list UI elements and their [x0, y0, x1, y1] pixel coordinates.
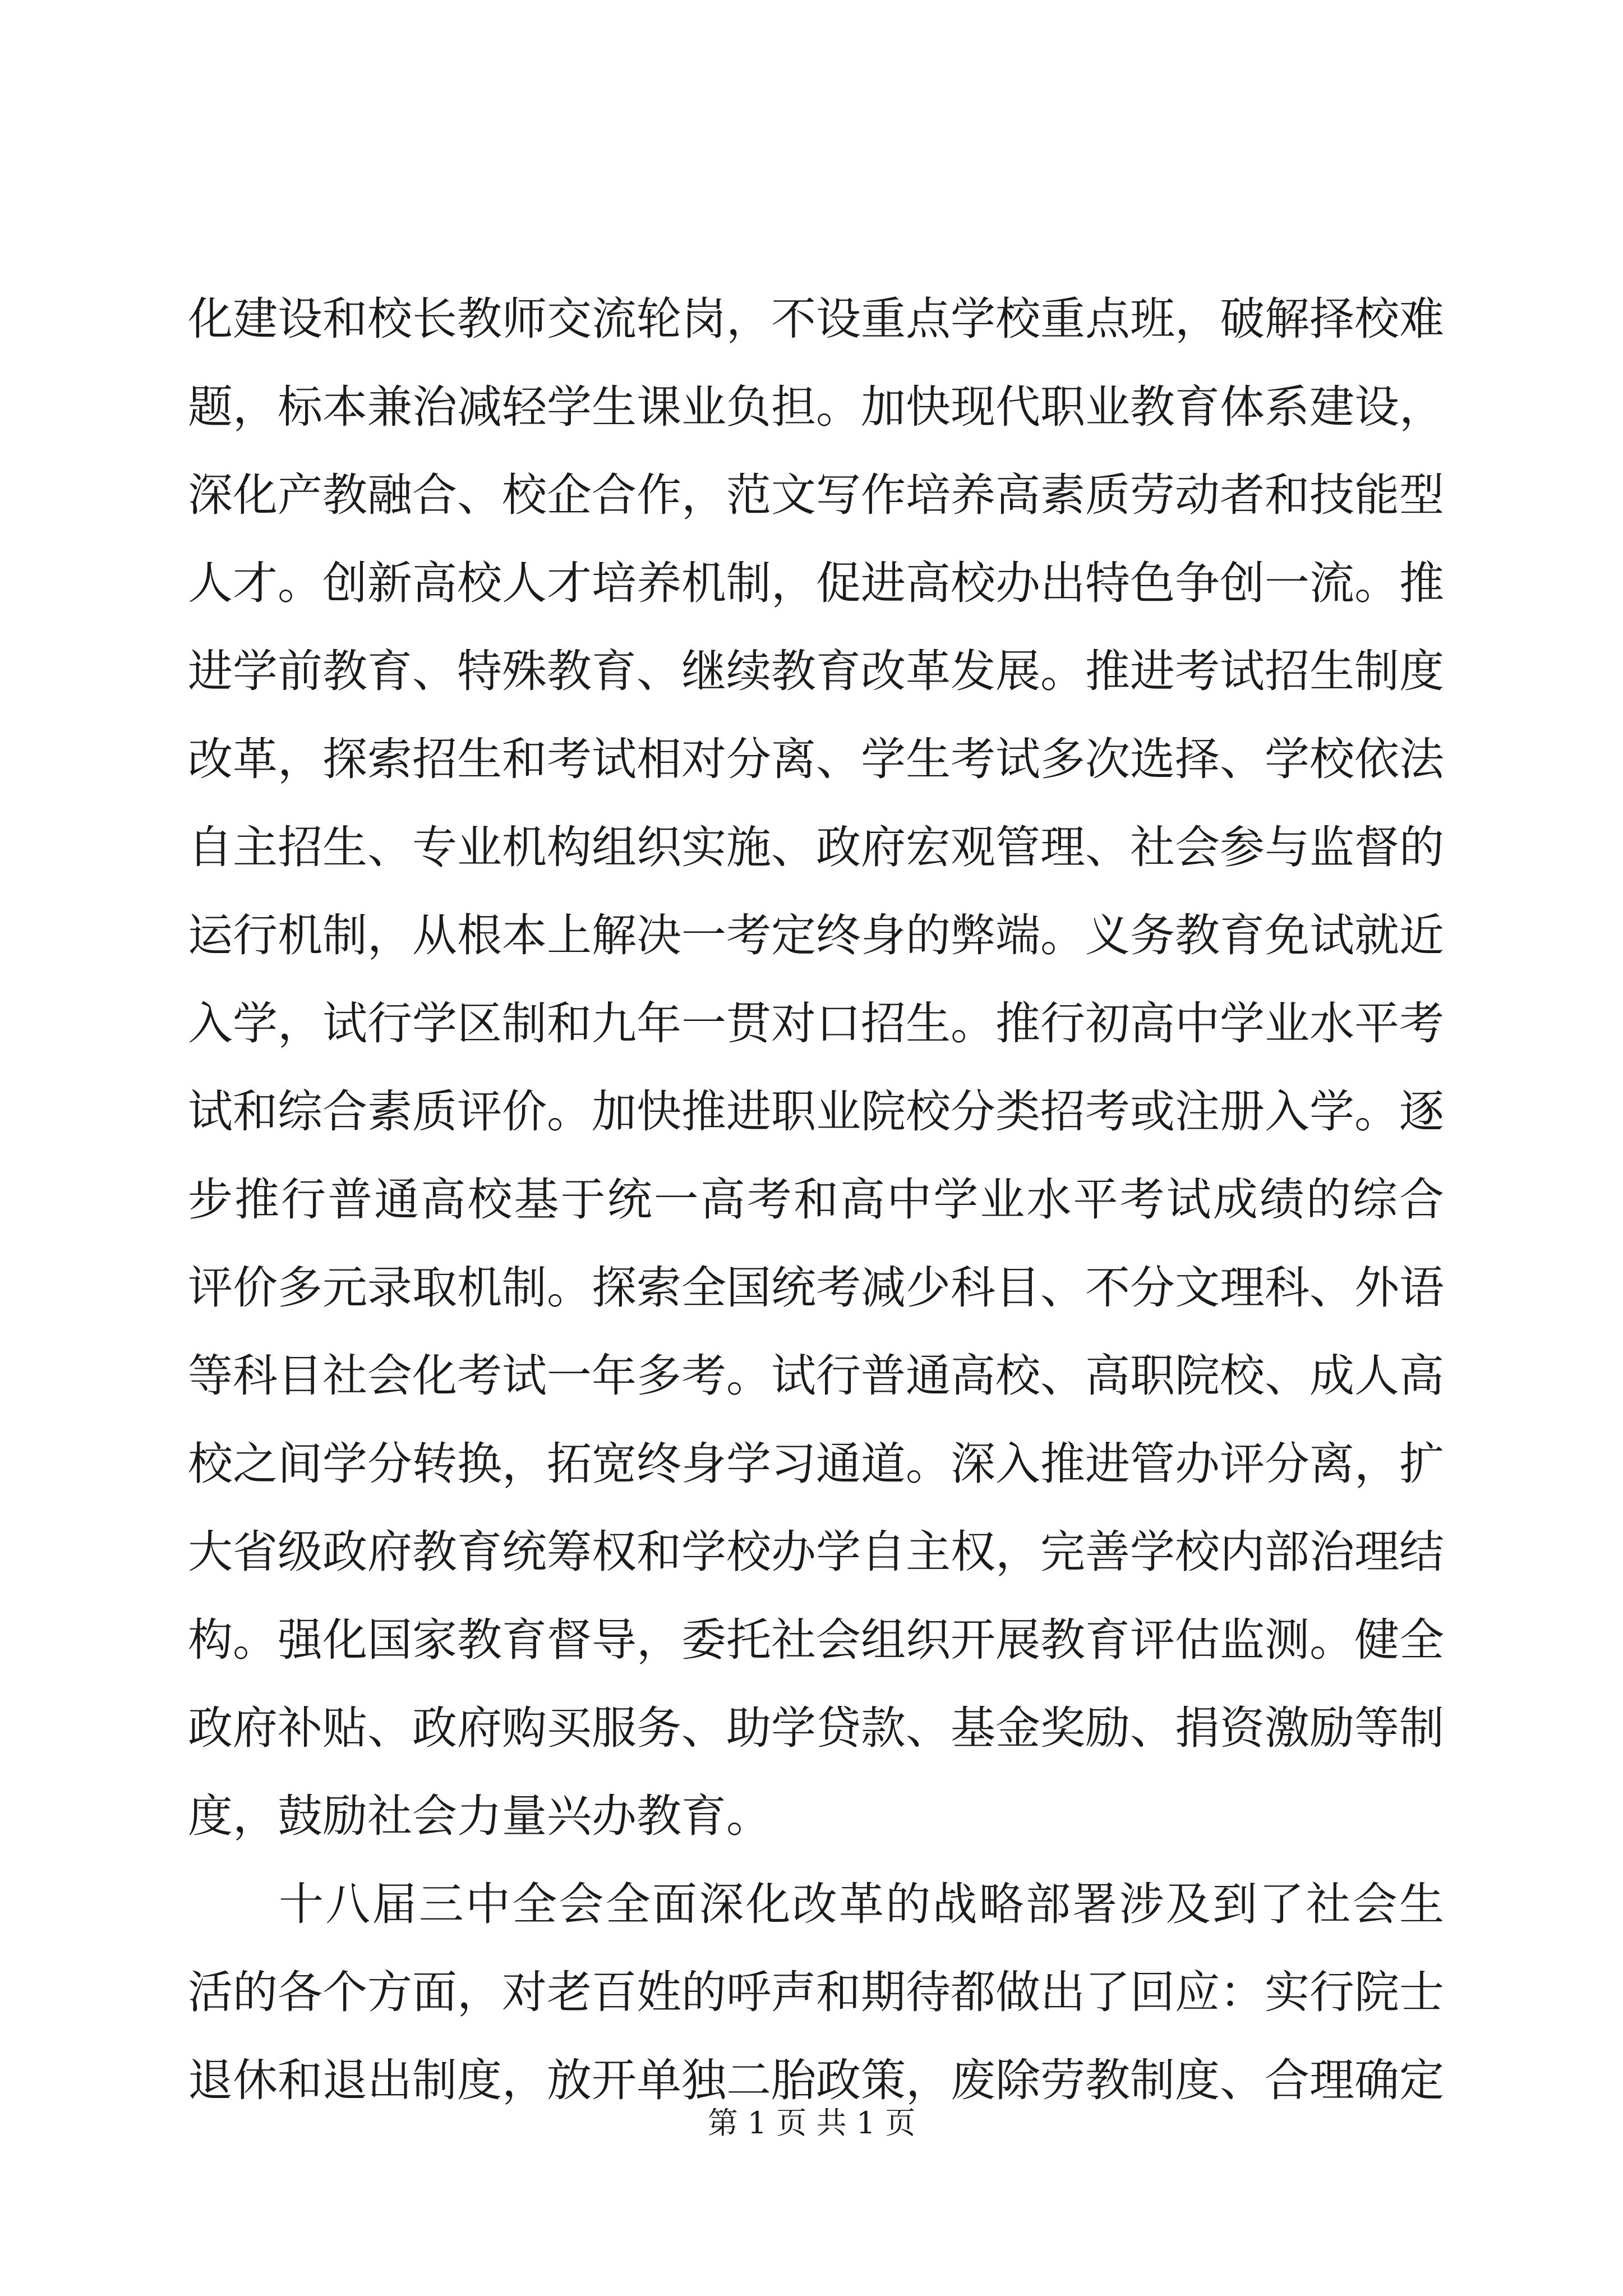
- text-line: 校之间学分转换，拓宽终身学习通道。深入推进管办评分离，扩: [188, 1438, 1444, 1490]
- text-line: 大省级政府教育统筹权和学校办学自主权，完善学校内部治理结: [188, 1526, 1444, 1578]
- page-footer: 第 1 页 共 1 页: [707, 2105, 916, 2141]
- text-line: 化建设和校长教师交流轮岗，不设重点学校重点班，破解择校难: [188, 293, 1444, 345]
- text-line: 题，标本兼治减轻学生课业负担。加快现代职业教育体系建设，: [188, 381, 1444, 433]
- text-line: 自主招生、专业机构组织实施、政府宏观管理、社会参与监督的: [188, 821, 1444, 873]
- text-line: 评价多元录取机制。探索全国统考减少科目、不分文理科、外语: [188, 1262, 1444, 1314]
- text-line: 人才。创新高校人才培养机制，促进高校办出特色争创一流。推: [188, 557, 1444, 609]
- text-line: 构。强化国家教育督导，委托社会组织开展教育评估监测。健全: [188, 1614, 1444, 1666]
- body-text: [188, 293, 1444, 2146]
- text-line: 等科目社会化考试一年多考。试行普通高校、高职院校、成人高: [188, 1350, 1444, 1402]
- text-line: 试和综合素质评价。加快推进职业院校分类招考或注册入学。逐: [188, 1085, 1444, 1138]
- text-line: 运行机制，从根本上解决一考定终身的弊端。义务教育免试就近: [188, 909, 1444, 961]
- text-line: 改革，探索招生和考试相对分离、学生考试多次选择、学校依法: [188, 733, 1444, 785]
- text-line: 进学前教育、特殊教育、继续教育改革发展。推进考试招生制度: [188, 645, 1444, 697]
- text-line: 入学，试行学区制和九年一贯对口招生。推行初高中学业水平考: [188, 997, 1444, 1050]
- text-line: 步推行普通高校基于统一高考和高中学业水平考试成绩的综合: [188, 1174, 1444, 1226]
- text-line: 深化产教融合、校企合作，范文写作培养高素质劳动者和技能型: [188, 469, 1444, 521]
- text-line: 活的各个方面，对老百姓的呼声和期待都做出了回应：实行院士: [188, 1966, 1444, 2018]
- paragraph-start-line: 十八届三中全会全面深化改革的战略部署涉及到了社会生: [279, 1878, 1444, 1930]
- text-line: 政府补贴、政府购买服务、助学贷款、基金奖励、捐资激励等制: [188, 1702, 1444, 1754]
- text-line: 退休和退出制度，放开单独二胎政策，废除劳教制度、合理确定: [188, 2054, 1444, 2106]
- paragraph-end-line: 度，鼓励社会力量兴办教育。: [188, 1790, 771, 1842]
